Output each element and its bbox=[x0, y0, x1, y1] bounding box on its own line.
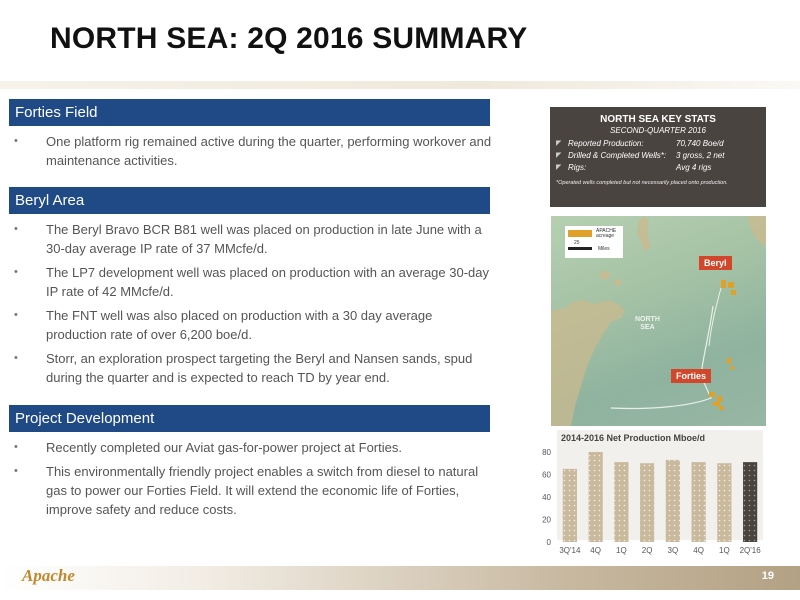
x-tick-label: 4Q bbox=[590, 546, 601, 555]
page-title: NORTH SEA: 2Q 2016 SUMMARY bbox=[50, 22, 528, 55]
y-tick-label: 80 bbox=[542, 448, 551, 457]
bullet-icon: • bbox=[14, 135, 18, 147]
x-tick-label: 2Q bbox=[641, 546, 653, 555]
x-tick-label: 1Q bbox=[616, 546, 627, 555]
key-stats-subtitle: SECOND-QUARTER 2016 bbox=[610, 126, 706, 135]
project-bullet-list bbox=[14, 438, 494, 524]
bullet-icon: • bbox=[14, 465, 18, 477]
acreage-swatch bbox=[568, 230, 592, 237]
x-tick-label: 3Q bbox=[667, 546, 679, 555]
triangle-bullet-icon: ◤ bbox=[556, 140, 562, 147]
stat-label: Drilled & Completed Wells*: bbox=[568, 151, 667, 160]
sea-label-line: NORTH bbox=[635, 316, 660, 323]
list-item bbox=[14, 438, 494, 457]
y-tick-label: 0 bbox=[546, 538, 551, 547]
legend-scale-unit: Miles bbox=[598, 246, 610, 252]
section-header-project-development: Project Development bbox=[9, 405, 490, 432]
stat-row bbox=[556, 162, 760, 174]
apache-logo: Apache bbox=[22, 566, 75, 585]
key-stats-title: NORTH SEA KEY STATS bbox=[600, 114, 716, 125]
bullet-text: This environmentally friendly project enables a switch from diesel to natural gas to power our Forties Field. It will extend the economic life of Forties, improve safety and reduce costs. bbox=[46, 464, 479, 517]
beryl-bullet-list bbox=[14, 220, 494, 392]
list-item bbox=[14, 462, 494, 519]
north-sea-map bbox=[551, 216, 766, 426]
bullet-icon: • bbox=[14, 309, 18, 321]
list-item bbox=[14, 349, 494, 387]
bullet-text: One platform rig remained active during the quarter, performing workover and maintenance activities. bbox=[46, 134, 492, 168]
sea-label-line: SEA bbox=[640, 324, 655, 331]
legend-scale-value: 25 bbox=[574, 240, 580, 246]
chart-bar bbox=[717, 463, 731, 542]
title-divider bbox=[0, 81, 800, 89]
map-label-north-sea bbox=[635, 316, 660, 332]
footer-bar bbox=[0, 566, 800, 590]
y-tick-label: 20 bbox=[542, 515, 551, 525]
list-item bbox=[14, 220, 494, 258]
chart-bar bbox=[640, 463, 654, 542]
y-tick-label: 60 bbox=[542, 470, 551, 480]
bullet-text: The FNT well was also placed on production with a 30 day average production rate of over 6,200 boe/d. bbox=[46, 308, 433, 342]
chart-bar bbox=[589, 452, 603, 542]
x-tick-label: 4Q bbox=[693, 546, 704, 555]
triangle-bullet-icon: ◤ bbox=[556, 152, 562, 159]
section-header-beryl: Beryl Area bbox=[9, 187, 490, 214]
y-tick-label: 40 bbox=[542, 493, 551, 502]
stat-row bbox=[556, 138, 760, 150]
list-item bbox=[14, 263, 494, 301]
list-item bbox=[14, 132, 494, 170]
stat-label: Rigs: bbox=[568, 163, 587, 172]
page-number: 19 bbox=[761, 570, 774, 582]
map-legend bbox=[565, 226, 623, 258]
section-header-forties: Forties Field bbox=[9, 99, 490, 126]
bullet-text: The Beryl Bravo BCR B81 well was placed on production in late June with a 30-day average IP rate of 37 MMcfe/d. bbox=[46, 222, 482, 256]
chart-bar bbox=[666, 460, 680, 542]
chart-bar bbox=[614, 462, 628, 542]
chart-title: 2014-2016 Net Production Mboe/d bbox=[561, 433, 706, 443]
bullet-icon: • bbox=[14, 441, 18, 453]
bullet-icon: • bbox=[14, 352, 18, 364]
key-stats-box bbox=[550, 107, 766, 207]
chart-bar bbox=[743, 462, 757, 542]
x-tick-label: 3Q'14 bbox=[559, 546, 581, 555]
production-chart bbox=[527, 428, 767, 564]
scale-bar bbox=[568, 247, 592, 250]
triangle-bullet-icon: ◤ bbox=[556, 164, 562, 171]
chart-bar bbox=[563, 469, 577, 542]
map-label-forties: Forties bbox=[671, 369, 711, 383]
stat-value: 70,740 Boe/d bbox=[676, 139, 724, 148]
map-label-beryl: Beryl bbox=[699, 256, 732, 270]
bullet-icon: • bbox=[14, 223, 18, 235]
bullet-text: Storr, an exploration prospect targeting the Beryl and Nansen sands, spud during the quarter and is expected to reach TD by year end. bbox=[46, 351, 473, 385]
bullet-text: Recently completed our Aviat gas-for-power project at Forties. bbox=[46, 440, 402, 455]
x-tick-label: 2Q'16 bbox=[739, 546, 761, 555]
forties-bullet-list bbox=[14, 132, 494, 175]
key-stats-footnote: *Operated wells completed but not necessarily placed onto production. bbox=[556, 180, 728, 186]
bullet-text: The LP7 development well was placed on production with an average 30-day IP rate of 42 MMcfe/d. bbox=[46, 265, 489, 299]
stat-label: Reported Production: bbox=[568, 139, 644, 148]
stat-row bbox=[556, 150, 760, 162]
stat-value: 3 gross, 2 net bbox=[676, 151, 725, 160]
x-tick-label: 1Q bbox=[719, 546, 730, 555]
legend-acreage-label: APACHE acreage bbox=[596, 228, 617, 239]
chart-canvas bbox=[527, 428, 767, 564]
list-item bbox=[14, 306, 494, 344]
stat-value: Avg 4 rigs bbox=[676, 163, 712, 172]
bullet-icon: • bbox=[14, 266, 18, 278]
chart-bar bbox=[692, 462, 706, 542]
